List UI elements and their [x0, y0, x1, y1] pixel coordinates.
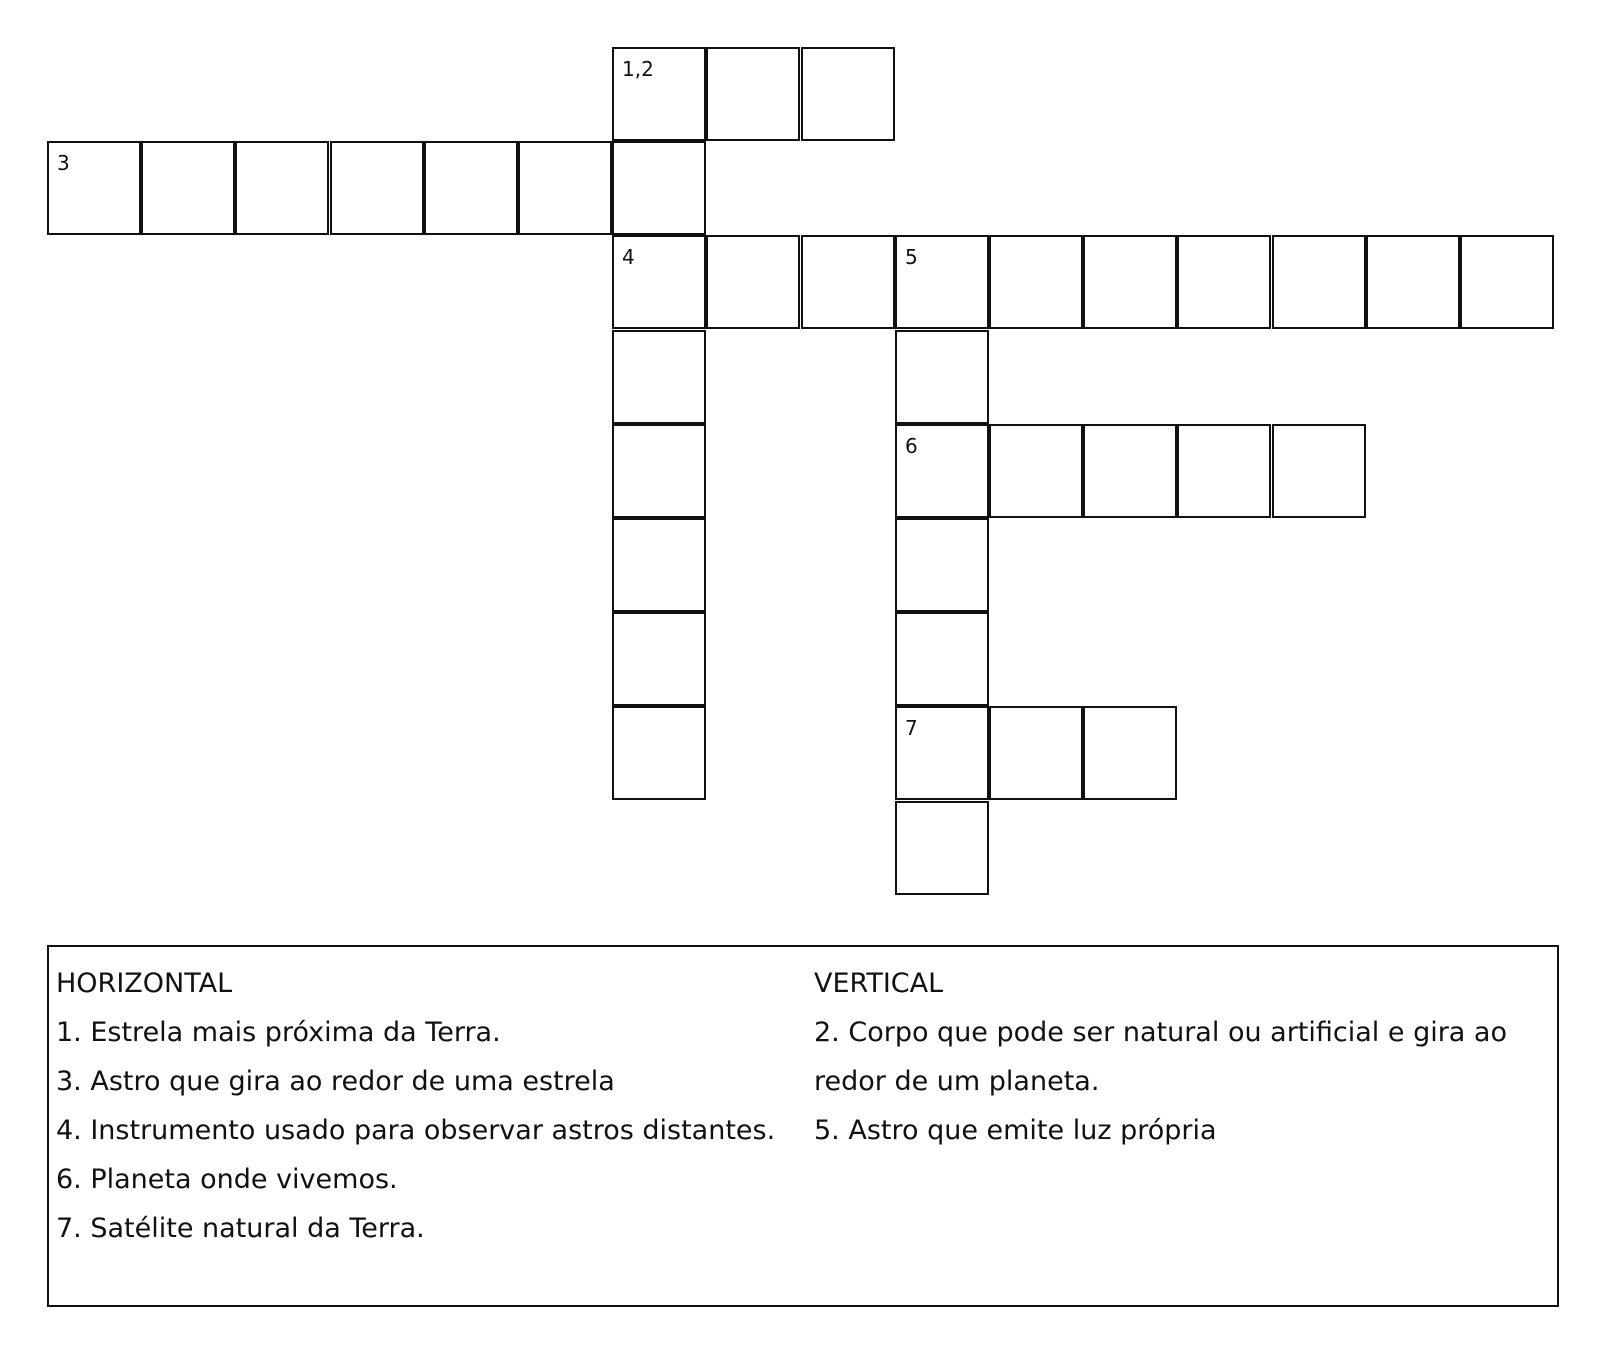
- clue-horizontal-6: 6. Planeta onde vivemos.: [56, 1164, 398, 1195]
- crossword-cell[interactable]: [989, 706, 1083, 800]
- crossword-cell[interactable]: [612, 706, 706, 800]
- crossword-cell[interactable]: [801, 235, 895, 329]
- cell-number: 4: [622, 245, 635, 269]
- crossword-cell[interactable]: [612, 424, 706, 518]
- cell-number: 5: [905, 245, 918, 269]
- crossword-cell[interactable]: [706, 235, 800, 329]
- crossword-cell[interactable]: [330, 141, 424, 235]
- crossword-cell[interactable]: [612, 235, 706, 329]
- crossword-cell[interactable]: [518, 141, 612, 235]
- crossword-cell[interactable]: [47, 141, 141, 235]
- crossword-cell[interactable]: [895, 612, 989, 706]
- clue-vertical-2: 2. Corpo que pode ser natural ou artificial e gira ao redor de um planeta.: [814, 1017, 1507, 1097]
- crossword-cell[interactable]: [1177, 424, 1271, 518]
- crossword-cell[interactable]: [1272, 424, 1366, 518]
- crossword-cell[interactable]: [895, 518, 989, 612]
- crossword-cell[interactable]: [895, 235, 989, 329]
- vertical-clues-column: [814, 959, 1544, 1155]
- crossword-cell[interactable]: [612, 518, 706, 612]
- clue-vertical-5: 5. Astro que emite luz própria: [814, 1115, 1217, 1146]
- horizontal-clues-column: [56, 959, 806, 1253]
- crossword-cell[interactable]: [895, 801, 989, 895]
- cell-number: 7: [905, 716, 918, 740]
- crossword-cell[interactable]: [1083, 706, 1177, 800]
- horizontal-clues-heading: HORIZONTAL: [56, 968, 233, 999]
- crossword-cell[interactable]: [612, 612, 706, 706]
- crossword-cell[interactable]: [141, 141, 235, 235]
- crossword-cell[interactable]: [1083, 424, 1177, 518]
- crossword-cell[interactable]: [895, 424, 989, 518]
- crossword-cell[interactable]: [612, 47, 706, 141]
- cell-number: 3: [57, 151, 70, 175]
- crossword-cell[interactable]: [989, 424, 1083, 518]
- cell-number: 1,2: [622, 57, 654, 81]
- crossword-cell[interactable]: [1083, 235, 1177, 329]
- crossword-cell[interactable]: [706, 47, 800, 141]
- crossword-cell[interactable]: [424, 141, 518, 235]
- crossword-cell[interactable]: [1366, 235, 1460, 329]
- clue-horizontal-3: 3. Astro que gira ao redor de uma estrela: [56, 1066, 615, 1097]
- crossword-cell[interactable]: [895, 330, 989, 424]
- clue-horizontal-7: 7. Satélite natural da Terra.: [56, 1213, 425, 1244]
- cell-number: 6: [905, 434, 918, 458]
- crossword-cell[interactable]: [612, 141, 706, 235]
- crossword-cell[interactable]: [989, 235, 1083, 329]
- crossword-cell[interactable]: [612, 330, 706, 424]
- crossword-cell[interactable]: [895, 706, 989, 800]
- crossword-cell[interactable]: [235, 141, 329, 235]
- clue-horizontal-4: 4. Instrumento usado para observar astros distantes.: [56, 1115, 776, 1146]
- vertical-clues-heading: VERTICAL: [814, 968, 944, 999]
- crossword-cell[interactable]: [1177, 235, 1271, 329]
- clue-horizontal-1: 1. Estrela mais próxima da Terra.: [56, 1017, 501, 1048]
- crossword-cell[interactable]: [1460, 235, 1554, 329]
- crossword-cell[interactable]: [801, 47, 895, 141]
- crossword-cell[interactable]: [1272, 235, 1366, 329]
- clues-box: [47, 945, 1559, 1307]
